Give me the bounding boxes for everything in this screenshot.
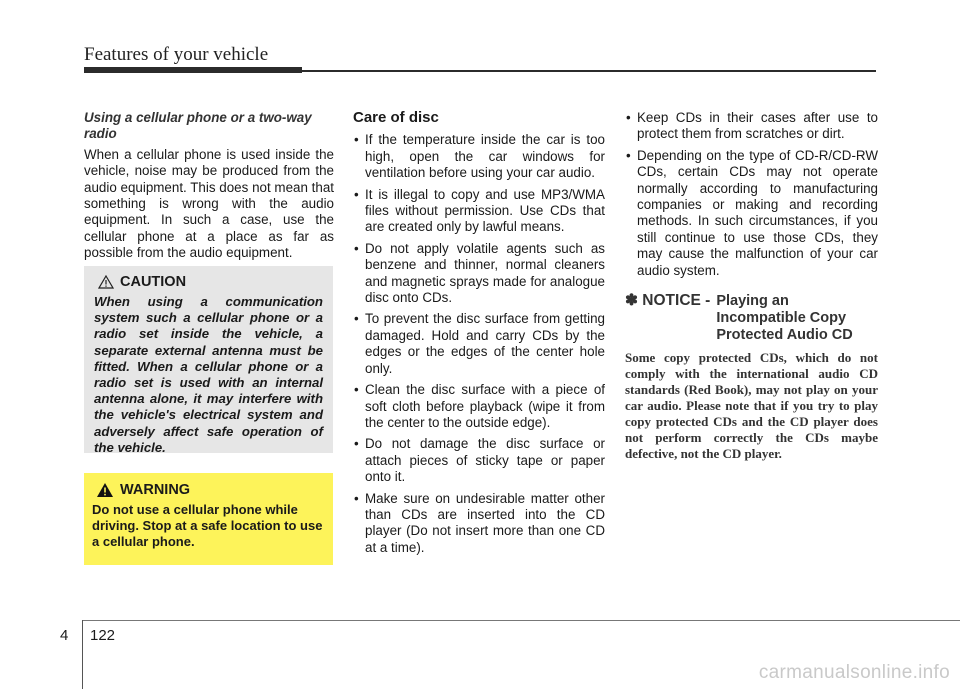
care-of-disc-title: Care of disc	[353, 109, 439, 126]
footer-divider	[82, 620, 83, 689]
notice-heading	[625, 293, 878, 344]
list-item: • Do not damage the disc surface or attach pieces of sticky tape or paper onto it.	[353, 436, 605, 485]
warning-box	[84, 473, 333, 565]
caution-box	[84, 266, 333, 453]
header-rule-thin	[302, 70, 876, 72]
notice-label: ✽ NOTICE -	[625, 292, 711, 310]
caution-header	[98, 274, 323, 290]
left-column	[84, 110, 334, 262]
care-of-disc-list	[353, 132, 605, 556]
notice-subtitle-line: Playing an	[716, 293, 789, 310]
chapter-number: 4	[60, 627, 69, 644]
list-item: • It is illegal to copy and use MP3/WMA files without permission. Use CDs that are created only by lawful means.	[353, 187, 605, 236]
watermark: carmanualsonline.info	[758, 662, 950, 683]
notice-text: Some copy protected CDs, which do not comply with the international audio CD standards (Red Book), may not play on your car audio. Please note that if you try to play copy protected CDs and the CD player does not perform correctly the CDs maybe defective, not the CD player.	[625, 350, 878, 462]
cd-tips-list	[625, 110, 878, 279]
list-item: • Keep CDs in their cases after use to protect them from scratches or dirt.	[625, 110, 878, 143]
list-item: • Make sure on undesirable matter other than CDs are inserted into the CD player (Do not insert more than one CD at a time).	[353, 491, 605, 557]
caution-label: CAUTION	[120, 274, 187, 290]
page-number: 122	[90, 627, 116, 644]
warning-triangle-icon	[96, 482, 114, 498]
list-item: • To prevent the disc surface from getting damaged. Hold and carry CDs by the edges or the edges of the center hole only.	[353, 311, 605, 377]
caution-triangle-icon	[98, 275, 114, 289]
warning-text: Do not use a cellular phone while driving. Stop at a safe location to use a cellular phone.	[92, 502, 323, 549]
list-item: • Do not apply volatile agents such as benzene and thinner, normal cleaners and magnetic sprays made for analogue disc onto CDs.	[353, 241, 605, 307]
warning-label: WARNING	[120, 482, 191, 498]
middle-column	[353, 110, 605, 561]
list-item: • Depending on the type of CD-R/CD-RW CDs, certain CDs may not operate normally according to manufacturing companies or making and recording methods. In such circumstances, if you still continue to use those CDs, they may cause the malfunction of your car audio system.	[625, 148, 878, 279]
header-title: Features of your vehicle	[84, 44, 269, 65]
warning-header	[96, 482, 325, 498]
notice-subtitle	[710, 293, 852, 344]
footer-rule	[82, 620, 960, 621]
notice-subtitle-line: Incompatible Copy	[716, 310, 847, 327]
cellular-phone-subheading: Using a cellular phone or a two-way radio	[84, 110, 312, 142]
cellular-phone-body: When a cellular phone is used inside the vehicle, noise may be produced from the audio equipment. This does not mean that something is wrong with the audio equipment. In such a case, use the cellular phone at a place as far as possible from the audio equipment.	[84, 146, 334, 261]
header-rule-thick	[84, 67, 302, 73]
list-item: • If the temperature inside the car is too high, open the car windows for ventilation before using your car audio.	[353, 132, 605, 181]
list-item: • Clean the disc surface with a piece of soft cloth before playback (wipe it from the center to the outside edge).	[353, 382, 605, 431]
caution-text: When using a communication system such a cellular phone or a radio set inside the vehicle, a separate external antenna must be fitted. When a cellular phone or a radio set is used with an internal antenna alone, it may interfere with the vehicle's electrical system and adversely affect safe operation of the vehicle.	[94, 294, 323, 455]
right-column	[625, 110, 878, 462]
notice-subtitle-line: Protected Audio CD	[716, 327, 853, 344]
